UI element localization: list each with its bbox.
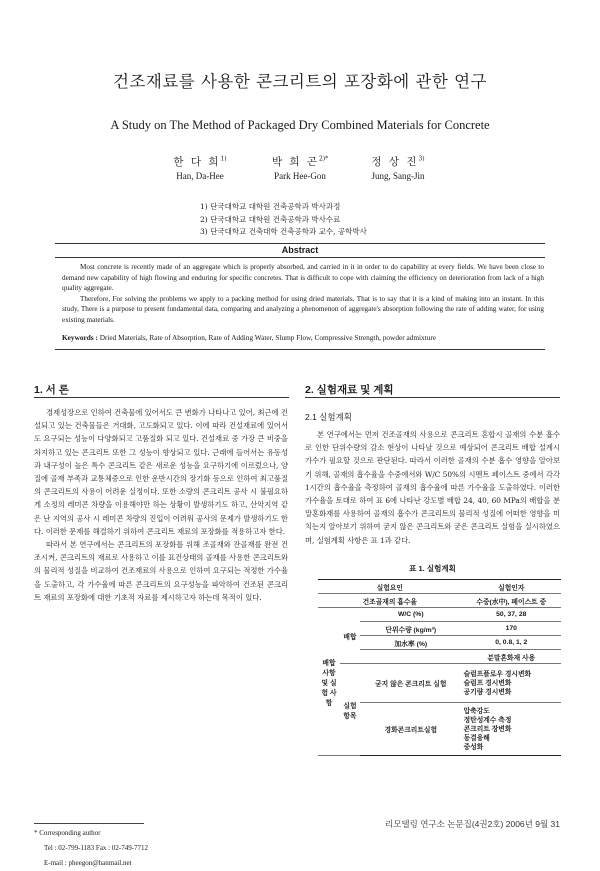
section-1-paragraph-1: 경제성장으로 인하여 건축물에 있어서도 큰 변화가 나타나고 있어, 최근에 건설되고 있는 건축물들은 거대화, 고도화되고 있다. 이에 따라 건설재료에 있어서도 요구되는 성능이 다양화되고 고품질화 되고 있다. 건설재료 중 가장 큰 비중을 차지하고 있는 콘크리트 또한 그 성능이 향상되고 있다. 근래에 들어서는 유동성과 내구성이 높은 특수 콘크리트 같은 새로운 성능을 요구하기에 이르렀으나, 양질에 골재 부족과 교통체증으로 인한 운반시간의 장기화 등으로 인하여 최고품질의 콘크리트의 사용이 어려운 실정이다. 또한 소량의 콘크리트 공사 시 불필요하게 소정의 레미콘 차량을 이용해야만 하는 상황이 발생하기도 하고, 산악지역 같은 난 지역의 공사 시 레미콘 차량의 진입이 어려워 공사의 문제가 발생하기도 한다. 이러한 문제를 해결하기 위하여 콘크리트 재료의 포장화를 적용하고자 한다.	[34, 408, 288, 536]
paper-title-korean: 건조재료를 사용한 콘크리트의 포장화에 관한 연구	[113, 72, 487, 91]
footnote-rule	[34, 823, 144, 824]
table-header-factor: 실험요인	[318, 580, 462, 594]
table-cell: 수중(水中), 페이스트 중	[462, 594, 561, 608]
author-affil-mark: 2)*	[318, 155, 329, 163]
footnote-tel: Tel : 02-799-1183 Fax : 02-749-7712	[44, 844, 149, 852]
abstract-paragraph-2: Therefore, For solving the problems we apply to a packing method for using dried materials. That is to say that it is a kind of making into an instant. In this study, There is a purpose to present fundamental data, comparing and analyzing a phenomenon of aggregate's absorption following the rate of adding water, for using existing materials.	[62, 294, 544, 324]
journal-footer: 리모델링 연구소 논문집(4권2호) 2006년 9월 31	[385, 819, 560, 829]
author-name-ko: 한 다 희	[173, 156, 221, 168]
table-cell: 건조골재의 흡수율	[318, 594, 462, 608]
table-group-test: 실험 항목	[340, 664, 360, 756]
author-affil-mark: 3)	[418, 155, 425, 163]
section-1-body	[34, 406, 288, 604]
subsection-2-1-heading: 2.1 실험계획	[305, 412, 353, 422]
keywords-label: Keywords :	[62, 333, 98, 342]
table-cell: 50, 37, 28	[462, 608, 561, 622]
table-cell: 加水率 (%)	[360, 636, 462, 650]
author-affil-mark: 1)	[220, 155, 227, 163]
table-group-outer: 배합 사항 및 실험 사항	[318, 608, 340, 756]
table-1	[318, 579, 561, 756]
table-cell	[360, 650, 462, 664]
table-cell: 압축강도 정탄성계수 측정 콘크리트 장변화 동결융해 중성화	[462, 703, 561, 756]
author-name-ko: 정 상 진	[371, 156, 419, 168]
affiliation-3: 3) 단국대학교 건축대학 건축공학과 교수, 공학박사	[200, 227, 367, 236]
section-2-rule	[305, 397, 560, 398]
section-1-rule	[34, 397, 289, 398]
table-1-title: 표 1. 실험계획	[409, 564, 456, 573]
keywords-list: Dried Materials, Rate of Absorption, Rate of Adding Water, Slump Flow, Compressive Strength, powder admixture	[99, 333, 437, 342]
abstract-body	[62, 262, 544, 325]
section-1-heading: 1. 서 론	[34, 384, 69, 396]
table-cell: W/C (%)	[360, 608, 462, 622]
abstract-heading: Abstract	[55, 243, 545, 258]
author-3	[333, 154, 463, 181]
author-name-en: Jung, Sang-Jin	[371, 171, 425, 181]
footnote-email: E-mail : pheegon@hanmail.net	[44, 859, 132, 867]
author-name-en: Park Hee-Gon	[274, 171, 326, 181]
affiliation-1: 1) 단국대학교 대학원 건축공학과 박사과정	[200, 202, 341, 211]
paper-title-english: A Study on The Method of Packaged Dry Combined Materials for Concrete	[110, 118, 490, 132]
section-2-paragraph-1: 본 연구에서는 먼저 건조골재의 사용으로 콘크리트 혼합시 골재의 수분 흡수로 인한 단위수량의 감소 현상이 나타날 것으로 예상되어 콘크리트 배합 설계시 가수가 필요할 것으로 판단된다. 따라서 이러한 골재의 수분 흡수 영향을 알아보기 위해, 골재의 흡수율을 수중에서와 W/C 50%의 시멘트 페이스트 중에서 각각 1시간의 흡수율을 측정하여 골재의 흡수율에 따른 가수율을 도출하였다. 이러한 가수율을 토대로 하여 표 6에 나타난 강도별 배합 24, 40, 60 MPa의 배합을 분말혼화재를 사용하여 골재의 흡수가 콘크리트의 물리적 성질에 어떠한 영향을 미치는지 알아보기 위하여 굳지 않은 콘크리트와 굳은 콘크리트 실험을 실시하였으며, 실험계획 사항은 표 1과 같다.	[305, 430, 560, 545]
table-cell: 단위수량 (kg/m³)	[360, 622, 462, 636]
keywords-line	[62, 333, 544, 342]
table-header-parameter: 실험인자	[462, 580, 561, 594]
table-group-mix: 배합	[340, 608, 360, 664]
author-name-en: Han, Da-Hee	[176, 171, 224, 181]
affiliation-2: 2) 단국대학교 대학원 건축공학과 박사수료	[200, 214, 341, 224]
section-2-heading: 2. 실험재료 및 계획	[305, 384, 394, 396]
table-cell: 경화콘크리트실험	[360, 703, 462, 756]
table-cell: 굳지 않은 콘크리트 실험	[360, 664, 462, 703]
table-cell: 분말혼화재 사용	[462, 650, 561, 664]
table-cell: 0, 0.8, 1, 2	[462, 636, 561, 650]
abstract-paragraph-1: Most concrete is recently made of an aggregate which is properly absorbed, and carried in it in order to do capability at every fields. We have been close to demand new capability of high flowing and enduring for specific concretes. That is difficult to cope with claiming the efficiency on deterioration from lack of a high quality aggregate.	[62, 263, 544, 292]
section-2-body	[305, 428, 560, 547]
table-cell: 슬럼프플로우 경시변화 슬럼프 경시변화 공기량 경시변화	[462, 664, 561, 703]
author-name-ko: 박 희 곤	[271, 156, 319, 168]
affiliations	[200, 201, 430, 239]
footnote-label: * Corresponding author	[34, 829, 101, 837]
keywords-divider	[55, 349, 545, 350]
table-cell: 170	[462, 622, 561, 636]
section-1-paragraph-2: 따라서 본 연구에서는 콘크리트의 포장화를 위해 조골재와 잔골재를 완전 건조시켜, 콘크리트의 재료로 사용하고 이를 표건상태의 골재를 사용한 콘크리트와의 물리적 성질을 비교하여 건조재료의 사용으로 인하여 요구되는 적정한 가수율을 도출하고, 각 가수율에 따른 콘크리트의 요구성능을 파악하여 건조된 콘크리트 재료의 포장화에 대한 기초적 자료를 제시하고자 하는데 목적이 있다.	[34, 540, 288, 602]
